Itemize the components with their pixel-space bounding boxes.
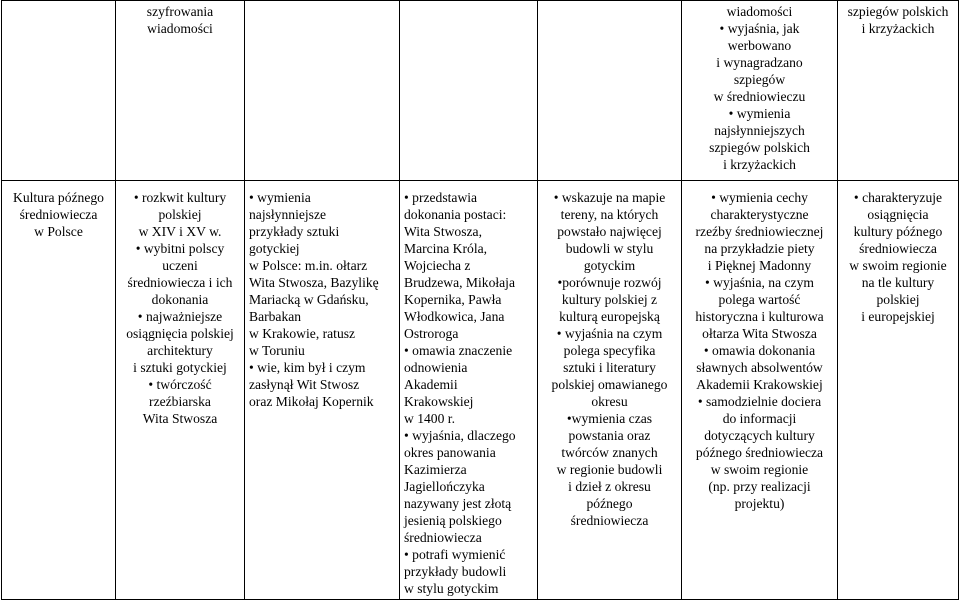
cell-requirements-basic — [245, 181, 400, 600]
cell-text-line: Akademii — [404, 377, 458, 392]
cell-text-line: przykłady budowli — [404, 564, 507, 579]
cell-text-line: •wymienia czas — [566, 411, 653, 426]
cell-text-line: w Polsce: m.in. ołtarz — [249, 258, 368, 273]
cell-text-line: w swoim regionie — [849, 258, 947, 273]
table-row — [2, 181, 959, 600]
cell-lines — [842, 3, 954, 37]
cell-text-line: • wyjaśnia, na czym — [705, 275, 814, 290]
cell-lines — [542, 189, 677, 529]
cell-text-line: twórców znanych — [561, 445, 658, 460]
cell-text-line: w swoim regionie — [710, 462, 809, 477]
cell-requirements-extended — [400, 1, 538, 181]
cell-text-line: Akademii Krakowskiej — [696, 377, 823, 392]
cell-text-line: jesienią polskiego — [404, 513, 502, 528]
cell-requirements-basic — [245, 1, 400, 181]
cell-text-line: późnego średniowiecza — [695, 445, 824, 460]
cell-text-line: tereny, na których — [560, 207, 659, 222]
cell-text-line: do informacji — [722, 411, 797, 426]
cell-text-line: kulturą europejską — [559, 309, 660, 324]
cell-text-line: szpiegów — [733, 72, 786, 87]
cell-text-line: osiągnięcia polskiej — [126, 326, 234, 341]
cell-text-line: Wita Stwosza — [142, 411, 218, 426]
cell-text-line: kultury późnego — [853, 224, 943, 239]
cell-lines — [249, 189, 395, 410]
cell-text-line: Barbakan — [249, 309, 302, 324]
cell-text-line: w Krakowie, ratusz — [249, 326, 356, 341]
cell-text-line: • najważniejsze — [137, 309, 223, 324]
cell-text-line: szpiegów polskich — [847, 4, 949, 19]
cell-text-line: •porównuje rozwój — [557, 275, 662, 290]
cell-text-line: średniowiecza i ich — [127, 275, 233, 290]
cell-text-line: późnego — [586, 496, 633, 511]
cell-text-line: powstało najwięcej — [557, 224, 662, 239]
cell-requirements-full — [682, 1, 838, 181]
cell-lines — [6, 189, 111, 240]
cell-text-line: Marcina Króla, — [404, 241, 488, 256]
cell-text-line: • wyjaśnia na czym — [556, 326, 663, 341]
cell-text-line: • wymienia — [728, 106, 791, 121]
cell-text-line: wiadomości — [726, 4, 793, 19]
cell-lines — [842, 189, 954, 325]
cell-text-line: i sztuki gotyckiej — [133, 360, 227, 375]
cell-requirements-beyond — [838, 181, 959, 600]
cell-text-line: • wybitni polscy — [135, 241, 225, 256]
table-row — [2, 1, 959, 181]
cell-text-line: • omawia znaczenie — [404, 343, 513, 358]
cell-text-line: w 1400 r. — [404, 411, 455, 426]
cell-text-line: sztuki i literatury — [563, 360, 656, 375]
cell-text-line: Brudzewa, Mikołaja — [404, 275, 515, 290]
cell-text-line: oraz Mikołaj Kopernik — [249, 394, 374, 409]
cell-requirements-full — [682, 181, 838, 600]
cell-lines — [120, 3, 240, 37]
cell-text-line: dokonania — [151, 292, 209, 307]
cell-text-line: w regionie budowli — [556, 462, 663, 477]
cell-requirements-extended — [400, 181, 538, 600]
cell-text-line: uczeni — [162, 258, 198, 273]
cell-requirements-advanced — [538, 1, 682, 181]
cell-text-line: budowli w stylu — [565, 241, 654, 256]
cell-text-line: ołtarza Wita Stwosza — [702, 326, 817, 341]
cell-content — [116, 1, 245, 181]
cell-text-line: Włodkowica, Jana — [404, 309, 505, 324]
cell-text-line: zasłynął Wit Stwosz — [249, 377, 360, 392]
cell-text-line: polega specyfika — [563, 343, 656, 358]
cell-text-line: • twórczość — [148, 377, 212, 392]
cell-text-line: dotyczących kultury — [704, 428, 815, 443]
cell-text-line: Krakowskiej — [404, 394, 474, 409]
cell-text-line: i Pięknej Madonny — [707, 258, 812, 273]
cell-text-line: • wyjaśnia, jak — [719, 21, 800, 36]
cell-text-line: przykłady sztuki — [249, 224, 340, 239]
cell-text-line: najsłynniejszych — [714, 123, 805, 138]
cell-text-line: kultury polskiej z — [561, 292, 658, 307]
cell-text-line: nazywany jest złotą — [404, 496, 512, 511]
cell-text-line: polskiej — [158, 207, 202, 222]
cell-text-line: • wymienia cechy — [711, 190, 808, 205]
cell-text-line: średniowiecza — [859, 241, 937, 256]
cell-text-line: • rozkwit kultury — [133, 190, 227, 205]
cell-text-line: osiągnięcia — [867, 207, 929, 222]
cell-text-line: i wynagradzano — [716, 55, 803, 70]
cell-topic — [2, 181, 116, 600]
cell-requirements-advanced — [538, 181, 682, 600]
cell-text-line: średniowiecza — [570, 513, 649, 528]
cell-text-line: szyfrowania — [146, 4, 214, 19]
cell-text-line: na tle kultury — [861, 275, 935, 290]
cell-text-line: Wita Stwosza, — [404, 224, 482, 239]
cell-text-line: • charakteryzuje — [853, 190, 943, 205]
cell-text-line: na przykładzie piety — [704, 241, 815, 256]
cell-text-line: Mariacką w Gdańsku, — [249, 292, 369, 307]
cell-text-line: polskiej — [876, 292, 920, 307]
cell-text-line: werbowano — [727, 38, 792, 53]
cell-text-line: w stylu gotyckim — [404, 581, 499, 596]
cell-text-line: w Polsce — [34, 224, 83, 239]
cell-text-line: historyczna i kulturowa — [695, 309, 824, 324]
cell-text-line: Kazimierza — [404, 462, 467, 477]
cell-text-line: polega wartość — [718, 292, 801, 307]
cell-text-line: okresu — [591, 394, 628, 409]
cell-text-line: • przedstawia — [404, 190, 478, 205]
cell-text-line: projektu) — [734, 496, 785, 511]
cell-text-line: średniowiecza — [404, 530, 482, 545]
cell-text-line: średniowiecza — [19, 207, 98, 222]
cell-text-line: powstania oraz — [568, 428, 651, 443]
cell-lines — [120, 189, 240, 427]
cell-text-line: Wojciecha z — [404, 258, 471, 273]
cell-text-line: Wita Stwosza, Bazylikę — [249, 275, 379, 290]
cell-text-line: Kopernika, Pawła — [404, 292, 502, 307]
cell-text-line: i dzieł z okresu — [568, 479, 651, 494]
cell-text-line: • wymienia — [249, 190, 311, 205]
cell-requirements-beyond — [838, 1, 959, 181]
cell-text-line: • samodzielnie dociera — [697, 394, 822, 409]
cell-text-line: Ostroroga — [404, 326, 459, 341]
cell-text-line: gotyckim — [583, 258, 636, 273]
cell-text-line: szpiegów polskich — [709, 140, 810, 155]
cell-text-line: rzeźby średniowiecznej — [695, 224, 824, 239]
cell-text-line: dokonania postaci: — [404, 207, 507, 222]
cell-text-line: charakterystyczne — [710, 207, 809, 222]
curriculum-table — [1, 0, 959, 600]
cell-topic — [2, 1, 116, 181]
cell-text-line: gotyckiej — [249, 241, 300, 256]
cell-text-line: architektury — [147, 343, 213, 358]
cell-text-line: Kultura późnego — [13, 190, 104, 205]
cell-text-line: Jagiellończyka — [404, 479, 485, 494]
cell-text-line: (np. przy realizacji — [708, 479, 811, 494]
cell-text-line: i krzyżackich — [861, 21, 935, 36]
cell-text-line: • wie, kim był i czym — [249, 360, 366, 375]
cell-text-line: i krzyżackich — [723, 157, 796, 172]
cell-text-line: rzeźbiarska — [149, 394, 211, 409]
cell-text-line: • potrafi wymienić — [404, 547, 506, 562]
cell-text-line: w średniowieczu — [713, 89, 806, 104]
cell-text-line: sławnych absolwentów — [696, 360, 823, 375]
cell-text-line: najsłynniejsze — [249, 207, 327, 222]
cell-lines — [404, 189, 533, 597]
cell-text-line: • wskazuje na mapie — [553, 190, 666, 205]
cell-text-line: w Toruniu — [249, 343, 305, 358]
cell-content — [116, 181, 245, 600]
cell-lines — [686, 189, 833, 512]
cell-text-line: w XIV i XV w. — [138, 224, 222, 239]
cell-text-line: okres panowania — [404, 445, 496, 460]
cell-text-line: • wyjaśnia, dlaczego — [404, 428, 516, 443]
cell-text-line: i europejskiej — [861, 309, 935, 324]
cell-text-line: polskiej omawianego — [551, 377, 668, 392]
cell-text-line: • omawia dokonania — [703, 343, 816, 358]
cell-text-line: odnowienia — [404, 360, 468, 375]
cell-lines — [686, 3, 833, 173]
cell-text-line: wiadomości — [147, 21, 213, 36]
